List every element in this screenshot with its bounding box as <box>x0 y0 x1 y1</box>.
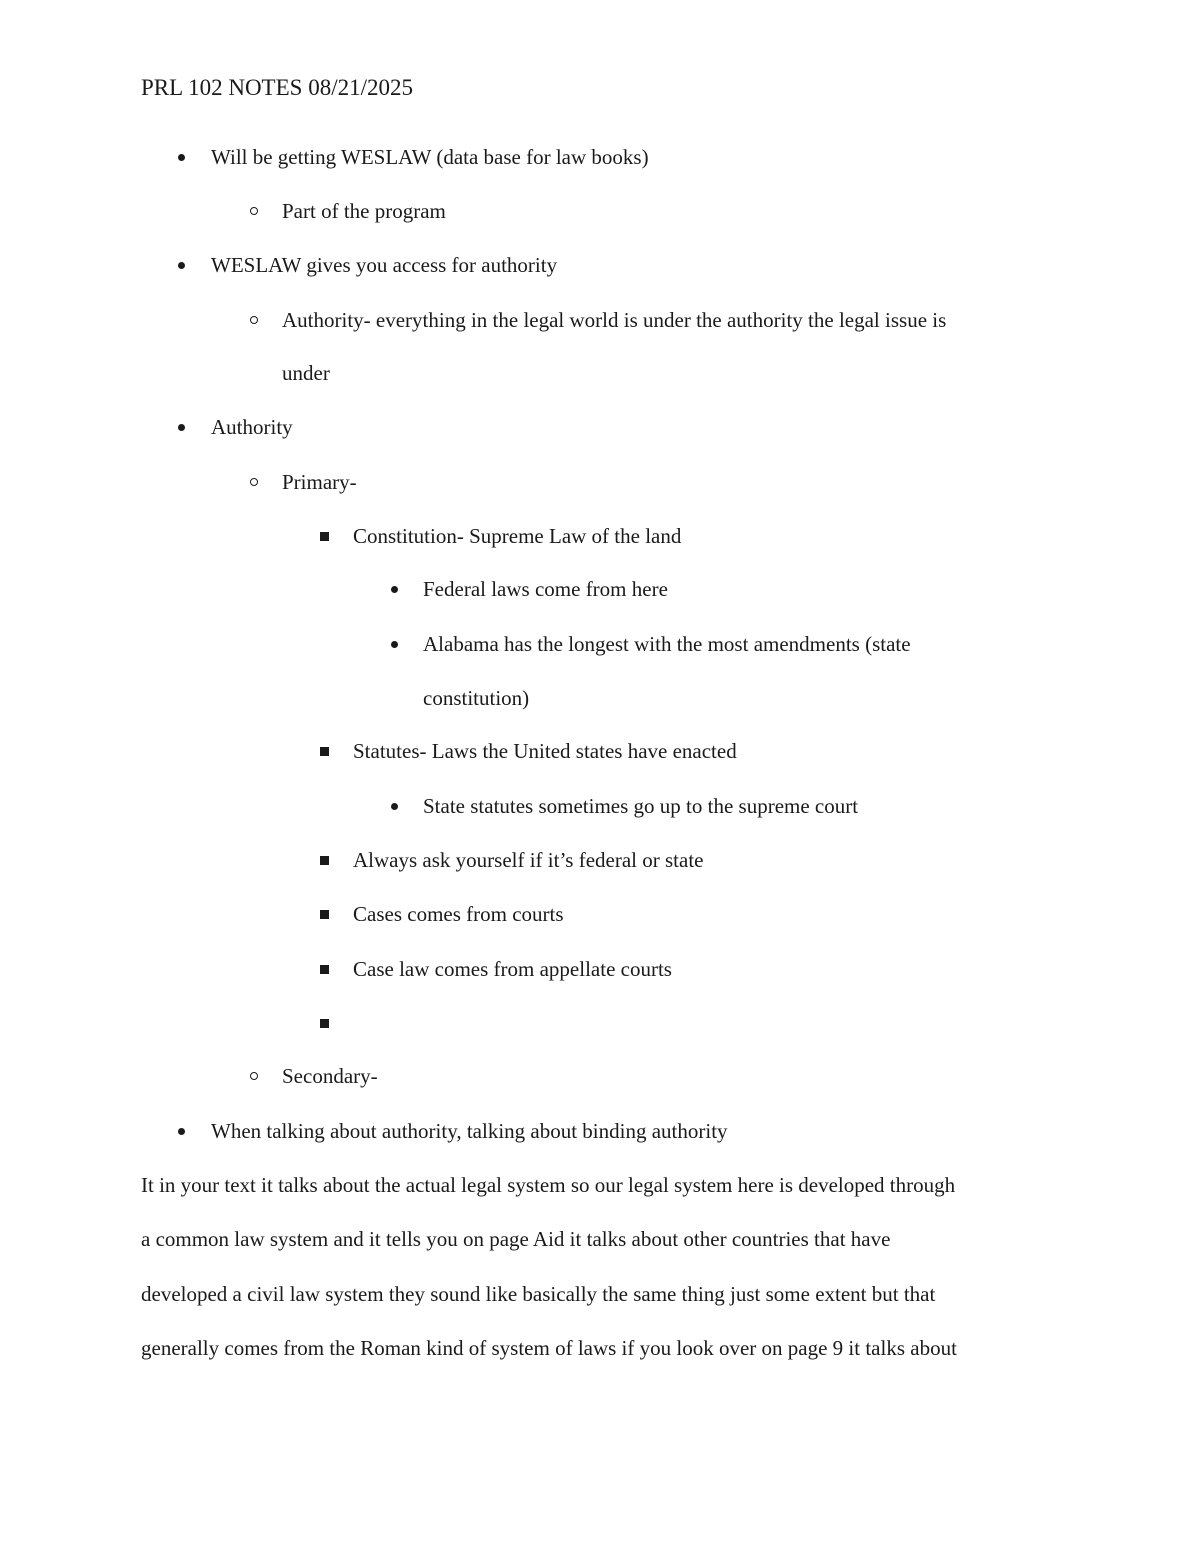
bullet-circle-icon <box>250 1061 258 1091</box>
list-item: Alabama has the longest with the most amendments (state <box>423 632 911 656</box>
bullet-disc-icon <box>178 412 185 442</box>
list-item-continuation: under <box>282 361 330 385</box>
list-item: WESLAW gives you access for authority <box>211 253 558 277</box>
list-item-continuation: constitution) <box>423 686 530 710</box>
paragraph-line: generally comes from the Roman kind of system of laws if you look over on page 9 it talks about <box>141 1336 957 1360</box>
bullet-circle-icon <box>250 305 258 335</box>
list-item: Authority <box>211 415 293 439</box>
list-item: Secondary- <box>282 1064 378 1088</box>
list-item: State statutes sometimes go up to the supreme court <box>423 794 859 818</box>
bullet-disc-icon <box>178 1116 185 1146</box>
bullet-disc-icon <box>178 250 185 280</box>
list-item: When talking about authority, talking about binding authority <box>211 1119 728 1143</box>
list-item: Federal laws come from here <box>423 577 668 601</box>
list-item: Will be getting WESLAW (data base for law books) <box>211 145 649 169</box>
list-item: Case law comes from appellate courts <box>353 957 672 981</box>
bullet-disc-icon <box>391 574 398 604</box>
document-title: PRL 102 NOTES 08/21/2025 <box>141 75 413 100</box>
bullet-circle-icon <box>250 196 258 226</box>
paragraph-line: developed a civil law system they sound like basically the same thing just some extent but that <box>141 1282 936 1306</box>
bullet-square-icon <box>320 1008 329 1038</box>
bullet-square-icon <box>320 845 329 875</box>
bullet-circle-icon <box>250 467 258 497</box>
bullet-square-icon <box>320 736 329 766</box>
list-item: Primary- <box>282 470 357 494</box>
list-item: Always ask yourself if it’s federal or state <box>353 848 704 872</box>
list-item: Statutes- Laws the United states have enacted <box>353 739 737 763</box>
list-item: Constitution- Supreme Law of the land <box>353 524 682 548</box>
bullet-square-icon <box>320 521 329 551</box>
list-item: Authority- everything in the legal world is under the authority the legal issue is <box>282 308 947 332</box>
bullet-disc-icon <box>391 629 398 659</box>
paragraph-line: a common law system and it tells you on page Aid it talks about other countries that have <box>141 1227 891 1251</box>
bullet-square-icon <box>320 899 329 929</box>
list-item: Cases comes from courts <box>353 902 564 926</box>
list-item: Part of the program <box>282 199 446 223</box>
bullet-disc-icon <box>391 791 398 821</box>
bullet-disc-icon <box>178 142 185 172</box>
paragraph-line: It in your text it talks about the actual legal system so our legal system here is developed through <box>141 1173 956 1197</box>
bullet-square-icon <box>320 954 329 984</box>
